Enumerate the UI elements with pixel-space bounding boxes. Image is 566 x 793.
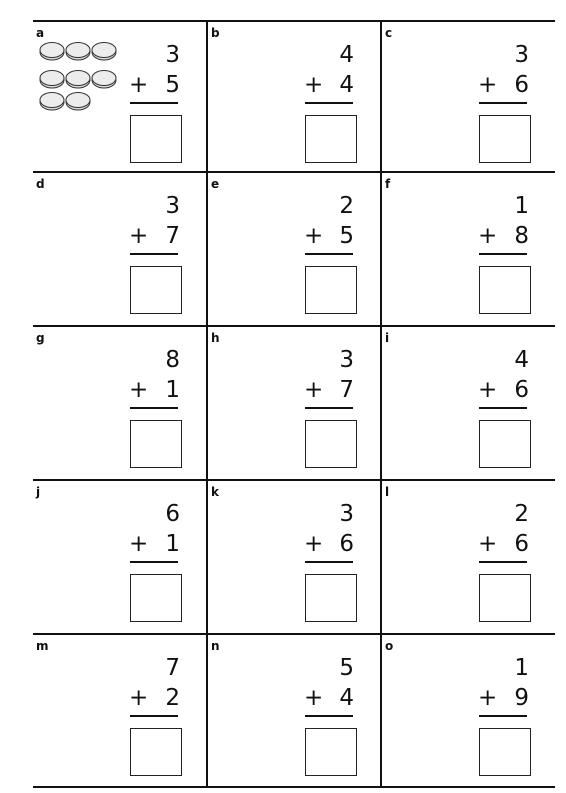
- first-addend: 2: [514, 501, 529, 527]
- sum-line: [130, 102, 178, 104]
- problem-letter: m: [36, 639, 49, 653]
- plus-sign: +: [304, 223, 324, 249]
- problem-letter: c: [385, 26, 393, 40]
- first-addend: 8: [165, 347, 180, 373]
- problem-letter: b: [211, 26, 220, 40]
- second-addend: 4: [339, 685, 354, 711]
- plus-sign: +: [478, 72, 498, 98]
- first-addend: 3: [514, 42, 529, 68]
- first-addend: 3: [339, 501, 354, 527]
- coin-icon: [66, 93, 90, 111]
- second-addend: 5: [165, 72, 180, 98]
- plus-sign: +: [129, 72, 149, 98]
- coin-icon: [92, 43, 116, 61]
- answer-box[interactable]: [130, 420, 182, 468]
- second-addend: 5: [339, 223, 354, 249]
- answer-box[interactable]: [305, 115, 357, 163]
- problem-letter: f: [385, 177, 391, 191]
- first-addend: 1: [514, 193, 529, 219]
- answer-box[interactable]: [130, 115, 182, 163]
- first-addend: 3: [339, 347, 354, 373]
- plus-sign: +: [478, 531, 498, 557]
- second-addend: 7: [165, 223, 180, 249]
- first-addend: 6: [165, 501, 180, 527]
- answer-box[interactable]: [479, 420, 531, 468]
- problem-letter: e: [211, 177, 220, 191]
- problem-cell-f: [382, 173, 555, 323]
- first-addend: 3: [165, 42, 180, 68]
- second-addend: 6: [514, 72, 529, 98]
- plus-sign: +: [478, 377, 498, 403]
- sum-line: [305, 407, 353, 409]
- second-addend: 9: [514, 685, 529, 711]
- answer-box[interactable]: [305, 266, 357, 314]
- answer-box[interactable]: [130, 728, 182, 776]
- sum-line: [479, 561, 527, 563]
- problem-letter: i: [385, 331, 390, 345]
- plus-sign: +: [478, 223, 498, 249]
- second-addend: 7: [339, 377, 354, 403]
- sum-line: [479, 102, 527, 104]
- first-addend: 5: [339, 655, 354, 681]
- plus-sign: +: [129, 531, 149, 557]
- sum-line: [130, 407, 178, 409]
- problem-letter: o: [385, 639, 394, 653]
- answer-box[interactable]: [479, 728, 531, 776]
- answer-box[interactable]: [130, 574, 182, 622]
- problem-cell-m: [33, 635, 206, 785]
- plus-sign: +: [304, 377, 324, 403]
- problem-cell-k: [208, 481, 380, 631]
- problem-letter: d: [36, 177, 45, 191]
- problem-cell-b: [208, 22, 380, 172]
- first-addend: 1: [514, 655, 529, 681]
- first-addend: 2: [339, 193, 354, 219]
- coin-icon: [40, 71, 64, 89]
- sum-line: [130, 253, 178, 255]
- answer-box[interactable]: [305, 728, 357, 776]
- answer-box[interactable]: [479, 115, 531, 163]
- problem-cell-n: [208, 635, 380, 785]
- problem-cell-g: [33, 327, 206, 477]
- plus-sign: +: [304, 685, 324, 711]
- coin-counters: [37, 40, 132, 112]
- answer-box[interactable]: [305, 420, 357, 468]
- sum-line: [479, 407, 527, 409]
- plus-sign: +: [129, 685, 149, 711]
- plus-sign: +: [304, 72, 324, 98]
- answer-box[interactable]: [130, 266, 182, 314]
- problem-cell-d: [33, 173, 206, 323]
- answer-box[interactable]: [479, 574, 531, 622]
- second-addend: 4: [339, 72, 354, 98]
- answer-box[interactable]: [305, 574, 357, 622]
- problem-cell-c: [382, 22, 555, 172]
- sum-line: [479, 253, 527, 255]
- plus-sign: +: [129, 223, 149, 249]
- sum-line: [305, 561, 353, 563]
- first-addend: 4: [339, 42, 354, 68]
- sum-line: [305, 102, 353, 104]
- problem-letter: h: [211, 331, 220, 345]
- sum-line: [130, 715, 178, 717]
- problem-letter: n: [211, 639, 220, 653]
- coin-icon: [66, 43, 90, 61]
- sum-line: [305, 253, 353, 255]
- problem-cell-j: [33, 481, 206, 631]
- sum-line: [479, 715, 527, 717]
- problem-cell-l: [382, 481, 555, 631]
- problem-cell-a: [33, 22, 206, 172]
- problem-cell-i: [382, 327, 555, 477]
- problem-cell-o: [382, 635, 555, 785]
- second-addend: 2: [165, 685, 180, 711]
- problem-letter: g: [36, 331, 45, 345]
- problem-cell-h: [208, 327, 380, 477]
- coin-icon: [92, 71, 116, 89]
- problem-letter: a: [36, 26, 45, 40]
- coin-icon: [66, 71, 90, 89]
- second-addend: 1: [165, 377, 180, 403]
- problem-letter: k: [211, 485, 219, 499]
- problem-cell-e: [208, 173, 380, 323]
- problem-letter: l: [385, 485, 390, 499]
- second-addend: 6: [339, 531, 354, 557]
- second-addend: 6: [514, 377, 529, 403]
- second-addend: 6: [514, 531, 529, 557]
- answer-box[interactable]: [479, 266, 531, 314]
- second-addend: 8: [514, 223, 529, 249]
- coin-icon: [40, 43, 64, 61]
- first-addend: 7: [165, 655, 180, 681]
- plus-sign: +: [304, 531, 324, 557]
- problem-letter: j: [36, 485, 41, 499]
- first-addend: 4: [514, 347, 529, 373]
- plus-sign: +: [129, 377, 149, 403]
- second-addend: 1: [165, 531, 180, 557]
- first-addend: 3: [165, 193, 180, 219]
- sum-line: [305, 715, 353, 717]
- sum-line: [130, 561, 178, 563]
- plus-sign: +: [478, 685, 498, 711]
- grid-line: [33, 786, 555, 788]
- coin-icon: [40, 93, 64, 111]
